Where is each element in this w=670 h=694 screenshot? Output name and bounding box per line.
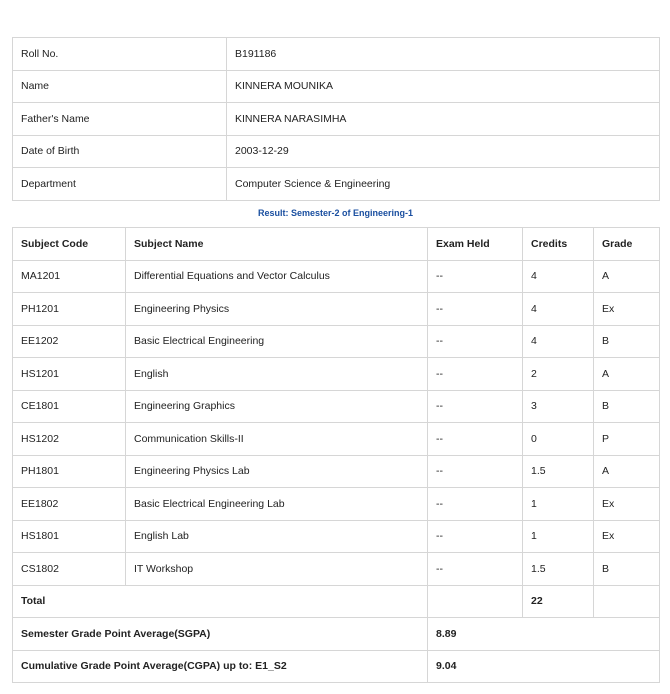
result-title: Result: Semester-2 of Engineering-1 <box>257 208 414 218</box>
grade-cell: P <box>594 423 660 456</box>
exam-held-cell: -- <box>428 358 523 391</box>
total-label: Total <box>13 585 428 618</box>
sgpa-value: 8.89 <box>428 618 660 651</box>
subject-code-cell: EE1802 <box>13 488 126 521</box>
credits-cell: 1 <box>523 520 594 553</box>
subject-code-cell: HS1202 <box>13 423 126 456</box>
roll-label: Roll No. <box>13 38 227 71</box>
subject-name-cell: IT Workshop <box>126 553 428 586</box>
table-row <box>13 553 660 586</box>
grades-table <box>12 227 660 683</box>
table-row <box>13 520 660 553</box>
grade-cell: B <box>594 390 660 423</box>
table-row <box>13 293 660 326</box>
subject-name-cell: Engineering Physics <box>126 293 428 326</box>
total-exam-held-cell <box>428 585 523 618</box>
credits-cell: 3 <box>523 390 594 423</box>
dob-value: 2003-12-29 <box>227 135 660 168</box>
name-value: KINNERA MOUNIKA <box>227 70 660 103</box>
cgpa-row <box>13 650 660 683</box>
subject-name-cell: Communication Skills-II <box>126 423 428 456</box>
sgpa-row <box>13 618 660 651</box>
credits-cell: 0 <box>523 423 594 456</box>
subject-name-cell: English Lab <box>126 520 428 553</box>
total-credits-value: 22 <box>523 585 594 618</box>
grade-cell: B <box>594 553 660 586</box>
subject-code-cell: HS1801 <box>13 520 126 553</box>
student-info-table <box>12 37 660 201</box>
header-grade: Grade <box>594 228 660 261</box>
subject-name-cell: Engineering Graphics <box>126 390 428 423</box>
table-row <box>13 325 660 358</box>
grade-cell: Ex <box>594 488 660 521</box>
credits-cell: 1.5 <box>523 553 594 586</box>
exam-held-cell: -- <box>428 325 523 358</box>
cgpa-label: Cumulative Grade Point Average(CGPA) up to: E1_S2 <box>13 650 428 683</box>
roll-row <box>13 38 660 71</box>
exam-held-cell: -- <box>428 423 523 456</box>
subject-name-cell: Differential Equations and Vector Calculus <box>126 260 428 293</box>
cgpa-value: 9.04 <box>428 650 660 683</box>
subject-name-cell: Basic Electrical Engineering Lab <box>126 488 428 521</box>
table-row <box>13 260 660 293</box>
roll-value: B191186 <box>227 38 660 71</box>
grade-cell: A <box>594 260 660 293</box>
grade-cell: A <box>594 358 660 391</box>
exam-held-cell: -- <box>428 520 523 553</box>
header-subject-code: Subject Code <box>13 228 126 261</box>
department-value: Computer Science & Engineering <box>227 168 660 201</box>
name-row <box>13 70 660 103</box>
subject-name-cell: Basic Electrical Engineering <box>126 325 428 358</box>
total-row <box>13 585 660 618</box>
dob-label: Date of Birth <box>13 135 227 168</box>
exam-held-cell: -- <box>428 455 523 488</box>
subject-code-cell: MA1201 <box>13 260 126 293</box>
table-row <box>13 455 660 488</box>
credits-cell: 4 <box>523 325 594 358</box>
subject-code-cell: CS1802 <box>13 553 126 586</box>
subject-code-cell: CE1801 <box>13 390 126 423</box>
header-credits: Credits <box>523 228 594 261</box>
table-row <box>13 423 660 456</box>
subject-name-cell: Engineering Physics Lab <box>126 455 428 488</box>
exam-held-cell: -- <box>428 488 523 521</box>
subject-code-cell: HS1201 <box>13 358 126 391</box>
grade-cell: B <box>594 325 660 358</box>
grade-cell: Ex <box>594 520 660 553</box>
credits-cell: 1 <box>523 488 594 521</box>
sgpa-label: Semester Grade Point Average(SGPA) <box>13 618 428 651</box>
department-row <box>13 168 660 201</box>
credits-cell: 4 <box>523 293 594 326</box>
name-label: Name <box>13 70 227 103</box>
dob-row <box>13 135 660 168</box>
father-row <box>13 103 660 136</box>
father-value: KINNERA NARASIMHA <box>227 103 660 136</box>
header-subject-name: Subject Name <box>126 228 428 261</box>
credits-cell: 4 <box>523 260 594 293</box>
subject-code-cell: EE1202 <box>13 325 126 358</box>
grade-cell: A <box>594 455 660 488</box>
credits-cell: 2 <box>523 358 594 391</box>
subject-code-cell: PH1801 <box>13 455 126 488</box>
exam-held-cell: -- <box>428 260 523 293</box>
grades-header-row <box>13 228 660 261</box>
table-row <box>13 390 660 423</box>
subject-name-cell: English <box>126 358 428 391</box>
exam-held-cell: -- <box>428 553 523 586</box>
total-grade-cell <box>594 585 660 618</box>
father-label: Father's Name <box>13 103 227 136</box>
exam-held-cell: -- <box>428 390 523 423</box>
header-exam-held: Exam Held <box>428 228 523 261</box>
subject-code-cell: PH1201 <box>13 293 126 326</box>
department-label: Department <box>13 168 227 201</box>
credits-cell: 1.5 <box>523 455 594 488</box>
table-row <box>13 488 660 521</box>
grade-cell: Ex <box>594 293 660 326</box>
table-row <box>13 358 660 391</box>
exam-held-cell: -- <box>428 293 523 326</box>
